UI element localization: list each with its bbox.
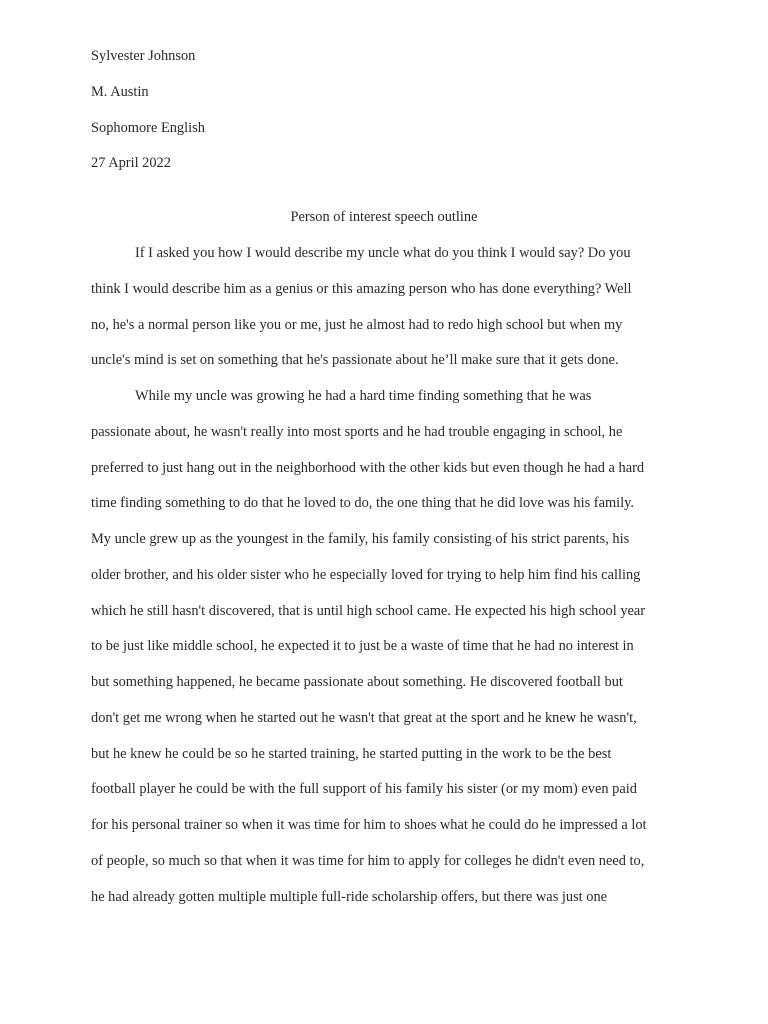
mla-heading: [91, 45, 691, 188]
document-date: 27 April 2022: [91, 155, 171, 172]
paragraph-line: If I asked you how I would describe my uncle what do you think I would say? Do you: [135, 245, 631, 261]
paragraph-line: he had already gotten multiple multiple full-ride scholarship offers, but there was just one: [91, 888, 608, 905]
paragraph-line: don't get me wrong when he started out he wasn't that great at the sport and he knew he wasn't,: [91, 709, 637, 726]
paragraph-line: for his personal trainer so when it was time for him to shoes what he could do he impressed a lot: [91, 817, 647, 833]
paragraph-line: My uncle grew up as the youngest in the family, his family consisting of his strict parents, his: [91, 531, 630, 547]
author-name: Sylvester Johnson: [91, 48, 196, 64]
paragraph-line: think I would describe him as a genius or this amazing person who has done everything? Well: [91, 280, 632, 297]
paragraph-line: but something happened, he became passionate about something. He discovered football but: [91, 674, 623, 690]
document-title: Person of interest speech outline: [290, 209, 478, 225]
paragraph-line: but he knew he could be so he started training, he started putting in the work to be the best: [91, 745, 612, 762]
paragraph-line: which he still hasn't discovered, that is until high school came. He expected his high school year: [91, 602, 646, 619]
paragraph-line: football player he could be with the full support of his family his sister (or my mom) even paid: [91, 781, 637, 798]
paragraph-line: no, he's a normal person like you or me, just he almost had to redo high school but when my: [91, 316, 623, 333]
document-body: [91, 242, 691, 921]
paragraph-line: of people, so much so that when it was time for him to apply for colleges he didn't even need to,: [91, 852, 645, 869]
paragraph-line: uncle's mind is set on something that he's passionate about he’ll make sure that it gets done.: [91, 352, 619, 369]
course-name: Sophomore English: [91, 119, 205, 136]
paragraph-line: time finding something to do that he loved to do, the one thing that he did love was his family.: [91, 495, 635, 512]
paragraph-line: While my uncle was growing he had a hard time finding something that he was: [135, 388, 592, 404]
paragraph-line: to be just like middle school, he expected it to just be a waste of time that he had no interest in: [91, 638, 634, 655]
teacher-name: M. Austin: [91, 83, 149, 100]
paragraph-line: preferred to just hang out in the neighborhood with the other kids but even though he had a hard: [91, 459, 645, 476]
paragraph-line: passionate about, he wasn't really into most sports and he had trouble engaging in school, he: [91, 423, 623, 440]
paragraph-line: older brother, and his older sister who he especially loved for trying to help him find his calling: [91, 566, 641, 583]
